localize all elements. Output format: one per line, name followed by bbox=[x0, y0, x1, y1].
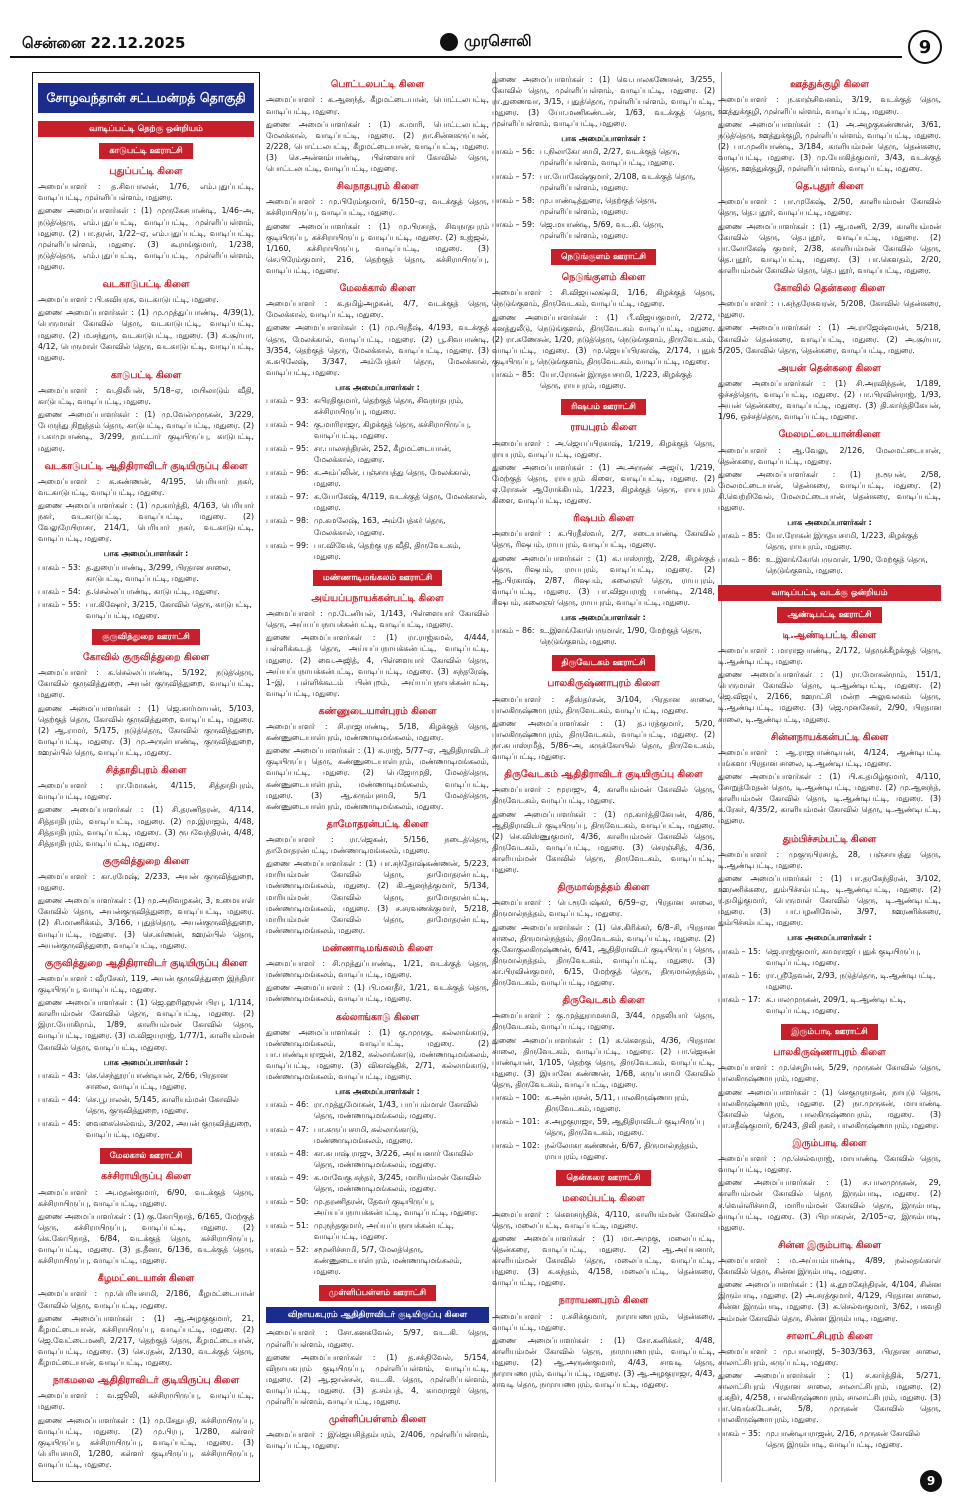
paper-name: முரசொலி bbox=[464, 32, 532, 50]
deputy-organizers-text: துணை அமைப்பாளர் : (1) பி.மகாதீர், 1/21, வடக்குத் தெரு, மண்ணாடிமங்கலம், வாடிப்பட்டி, மதுரை. bbox=[266, 983, 489, 1004]
branch-heading: நாராயணபுரம் கிளை bbox=[558, 1295, 649, 1307]
deputy-organizers-text: துணை அமைப்பாளர்கள் : (1) பா.சந்தோஷ்கண்ணன், 5/223, மாரியம்மன் கோவில் தெரு, தாமோதரன்பட்டி, மண்ணாடிமங்கலம், மதுரை. (2) கி.ஆனந்த்குமார், 5/134, மாரியம்மன் கோவில் தெரு, தாமோதரன்பட்டி, மண்ணாடிமங்கலம், மதுரை. (3) ச.சரவணக்குமார், 5/218, மாரியம்மன் கோவில் தெரு, தாமோதரன்பட்டி, மண்ணாடிமங்கலம், மதுரை. bbox=[266, 859, 489, 935]
branch-heading: தும்பிச்சம்பட்டி கிளை bbox=[782, 833, 877, 845]
organizer-text: அமைப்பாளர் : மு.பிரேம்குமார், 6/150–ஏ, வடக்குத் தெரு, கச்சிராயிருப்பு, வாடிப்பட்டி, மதுரை. bbox=[266, 197, 489, 218]
booth-row: பாகம் – 17 : க.பாலமுருகன், 209/1, டி.ஆண்டிபட்டி, வாடிப்பட்டி, மதுரை. bbox=[718, 994, 906, 1015]
deputy-organizers-text: துணை அமைப்பாளர்கள் : (1) ஆ.அழகுகுமார், 21, கீழமட்டையான், கச்சிராயிருப்பு, வாடிப்பட்டி, மதுரை. (2) ஜெ.வேட்டைமணி, 2/217, தெற்குத் தெரு, கீழமட்டையான், வாடிப்பட்டி, மதுரை. (3) செ.ரதன், 2/130, வடக்குத் தெரு, கீழமட்டையான், வாடிப்பட்டி, மதுரை. bbox=[38, 1313, 254, 1367]
branch-heading: திருமால்நத்தம் கிளை bbox=[557, 881, 650, 893]
deputy-organizers-text: துணை அமைப்பாளர்கள் : (1) மு.கார்த்தி, 4/163, பெரியார் நகர், வடகாடுபட்டி, வாடிப்பட்டி, மதுரை. (2) வேலுரேயிராசா, 214/1, பெரியார் நகர், வடகாடுபட்டி, வாடிப்பட்டி, மதுரை. bbox=[38, 501, 254, 544]
union-band: வாடிப்பட்டி வடக்கு ஒன்றியம் bbox=[718, 585, 941, 601]
booth-row: பாகம் – 46 : ரா.முத்துமோகன், 1/43, பாப்பம்மாள் கோவில் தெரு, மண்ணாடிமங்கலம், மதுரை. bbox=[266, 1100, 479, 1121]
branch-heading: பாலகிருஷ்ணாபுரம் கிளை bbox=[547, 678, 660, 690]
branch-heading: நாகமலை ஆதிதிராவிடர் குடியிருப்பு கிளை bbox=[52, 1374, 240, 1386]
branch-heading: மண்ணாடிமங்கலம் கிளை bbox=[322, 942, 433, 954]
booth-row: பாகம் – 47 : பா.கருப்பசாமி, கல்லாங்காடு, மண்ணாடிமங்கலம், மதுரை. bbox=[266, 1124, 419, 1145]
branch-heading: தாமோதரன்பட்டி கிளை bbox=[326, 818, 429, 830]
booth-row: பாகம் – 45 : வைகைசெல்வம், 3/202, அயன் குருவித்துறை, வாடிப்பட்டி, மதுரை. bbox=[38, 1118, 252, 1139]
branch-heading: வடகாடுபட்டி ஆதிதிராவிடர் குடியிருப்பு கிளை bbox=[44, 460, 248, 472]
booth-table bbox=[718, 1428, 941, 1452]
booth-table bbox=[38, 562, 254, 623]
deputy-organizers-text: துணை அமைப்பாளர்கள் : (1) மு.பிரசாத், சிவநாதபுரம் குடியிருப்பு, கச்சிராயிருப்பு, வாடிப்பட்டி, மதுரை. (2) உஜ்ஜல், 1/160, கச்சிராயிருப்பு, வாடிப்பட்டி, மதுரை. (3) செ.பிரேம்குமார், 216, தெற்குத் தெரு, கச்சிராயிருப்பு, வாடிப்பட்டி, மதுரை. bbox=[266, 221, 489, 275]
booth-row: பாகம் – 85 : யோ.ரோகன் இருதயசாமி, 1/223, கிழக்குத் தெரு, ராயபுரம், மதுரை. bbox=[718, 531, 918, 552]
organizer-text: அமைப்பாளர் : வ.ஜூலி, கச்சிராயிருப்பு, வாடிப்பட்டி, மதுரை. bbox=[38, 1391, 254, 1412]
page-header bbox=[0, 0, 972, 58]
organizer-text: அமைப்பாளர் : ரா.ஜெகன், 5/156, நடைத்தெரு, தாமோதரன்பட்டி, மண்ணாடிமங்கலம், மதுரை. bbox=[266, 835, 489, 856]
column-1 bbox=[32, 72, 260, 1482]
branch-heading: திருவேடகம் கிளை bbox=[562, 994, 645, 1006]
organizer-text: அமைப்பாளர் : சதீஸ்தர்சன், 3/104, பிரதான சாலை, பாலகிருஷ்ணாபுரம், திருவேடகம், வாடிப்பட்டி, மதுரை. bbox=[492, 694, 715, 715]
booth-row: பாகம் – 93 : சுபிரதிகுமார், தெற்குத் தெரு, சிவநாதபுரம், கச்சிராயிருப்பு, மதுரை. bbox=[266, 395, 464, 416]
booth-row: பாகம் – 96 : க.அம்ப்லின், பஞ்சாயத்து தெரு, மேலக்கால், மதுரை. bbox=[266, 468, 471, 489]
branch-heading: அயன் தென்கரை கிளை bbox=[778, 362, 881, 374]
booth-row: பாகம் – 49 : க.மாவேகு சுந்தர், 3/245, மாரியம்மன் கோவில் தெரு, மண்ணாடிமங்கலம், மதுரை. bbox=[266, 1172, 481, 1193]
deputy-organizers-text: துணை அமைப்பாளர்கள் : (1) க.மாரி, பொட்டலபட்டி, மேலக்கால், வாடிப்பட்டி, மதுரை. (2) நா.சின்னகருப்பன், 2/228, பொட்டலபட்டி, கீழமட்டையான், வாடிப்பட்டி, மதுரை. (3) செ.அன்னம்பாண்டி, பிள்ளையார் கோவில் தெரு, பொட்டலபட்டி, வாடிப்பட்டி, மதுரை. bbox=[266, 119, 489, 173]
organizer-text: அமைப்பாளர் : கு.முத்துராமசாமி, 3/44, முதலியார் தெரு, திருவேடகம், வாடிப்பட்டி, மதுரை. bbox=[492, 1011, 715, 1032]
deputy-organizers-text: துணை அமைப்பாளர்கள் : (1) வெ.பாலகணேசன், 3/255, கோவில் தெரு, முள்ளிப்பள்ளம், வாடிப்பட்டி, மதுரை. (2) ரா.துணைவா, 3/15, புதுத்தெரு, முள்ளிப்பள்ளம், வாடிப்பட்டி, மதுரை. (3) யோ.மணிகண்டன், 1/63, வடக்குத் தெரு, முள்ளிப்பள்ளம், வாடிப்பட்டி, மதுரை. bbox=[492, 75, 715, 129]
organizer-text: அமைப்பாளர் : அ.ஜெயப்பிரகாஷ், 1/219, கிழக்குத் தெரு, ராயபுரம், வாடிப்பட்டி, மதுரை. bbox=[492, 438, 715, 459]
panchayat-heading: நெடுங்குளம் ஊராட்சி bbox=[551, 249, 656, 265]
booth-row: பாகம் – 99 : பா.விவேக், தெற்கு ரத வீதி, திருவேடகம், மதுரை. bbox=[266, 540, 461, 561]
booth-row: பாகம் – 97 : க.யோகேஷ், 4/119, வடக்குத் தெரு, மேலக்கால், மதுரை. bbox=[266, 492, 488, 513]
branch-heading: கோவில் குருவித்துறை கிளை bbox=[82, 651, 210, 663]
deputy-organizers-text: துணை அமைப்பாளர்கள் : (1) ஆ.மணி, 2/39, காளியம்மன் கோவில் தெரு, தெ.புதூர், வாடிப்பட்டி, மதுரை. (2) பா.லோகேஷ் குமார், 2/38, காளியம்மன் கோவில் தெரு, தெ.புதூர், வாடிப்பட்டி, மதுரை. (3) பா.கௌதம், 2/20, காளியம்மன் கோவில் தெரு, தெ.புதூர், வாடிப்பட்டி, மதுரை. bbox=[718, 221, 941, 275]
deputy-organizers-text: துணை அமைப்பாளர்கள் : (1) த.பரத்குமார், 5/20, பாலகிருஷ்ணாபுரம், திருவேடகம், வாடிப்பட்டி, மதுரை. (2) நா.சுபாஸ்ரமீத், 5/86–அ, கருக்கோயில் தெரு, திருவேடகம், வாடிப்பட்டி, மதுரை. bbox=[492, 718, 715, 761]
branch-heading: முள்ளிப்பள்ளம் கிளை bbox=[328, 1413, 427, 1425]
branch-heading: காடுபட்டி கிளை bbox=[110, 369, 182, 381]
organizer-text: அமைப்பாளர் : மு.பெரியசாமி, 2/186, கீழமட்டையான் கோவில் தெரு, வாடிப்பட்டி, மதுரை. bbox=[38, 1289, 254, 1310]
deputy-organizers-text: துணை அமைப்பாளர்கள் : (1) மா.அமுகு, மலைப்பட்டி, தென்கரை, வாடிப்பட்டி, மதுரை. (2) ஆ.அய்யனார், காளியம்மன் கோவில் தெரு, மலைப்பட்டி, வாடிப்பட்டி, மதுரை. (3) க.கந்தம், 4/158, மலைப்பட்டி, தென்கரை, வாடிப்பட்டி, மதுரை. bbox=[492, 1233, 715, 1288]
organizer-text: அமைப்பாளர் : முகுருபிரசாத், 28, பஞ்சாயத்து தெரு, டி.ஆண்டிபட்டி, மதுரை. bbox=[718, 850, 941, 871]
deputy-organizers-text: துணை அமைப்பாளர்கள் : (1) சோ.கனிக்கர், 4/48, காளியம்மன் கோவில் தெரு, நாராயணபுரம், வாடிப்பட்டி, மதுரை. (2) ஆ.அருண்குமார், 4/43, சாவடி தெரு, நாராயணபுரம், வாடிப்பட்டி, மதுரை. (3) ஆ.அழகுராஜா, 4/43, சாவடி தெரு, நாராயணபுரம், வாடிப்பட்டி, மதுரை. bbox=[492, 1335, 715, 1390]
booth-row: பாகம் – 101 : ச.அழகுராஜா, 59, ஆதிதிராவிடர் குடியிருப்பு தெரு, திருவேடகம், மதுரை. bbox=[492, 1116, 705, 1138]
deputy-organizers-text: துணை அமைப்பாளர்கள் : (1) முருகேசபாண்டி, 1/46–அ, நடுத்தெரு, எம்.புதுப்பட்டி, வாடிப்பட்டி, முள்ளிப்பள்ளம், மதுரை. (2) பா.தரன், 1/22–ஏ, எம்.புதுப்பட்டி, வாடிப்பட்டி, முள்ளிப்பள்ளம், மதுரை. (3) கூராங்குமார், 1/238, நடுத்தெரு, எம்.புதுப்பட்டி, வாடிப்பட்டி, முள்ளிப்பள்ளம், மதுரை. bbox=[38, 206, 254, 271]
deputy-organizers-text: துணை அமைப்பாளர்கள் : (1) பீ.விஜயகுமார், 2/272, கனத்துலீடு, நெடுங்குளம், திருவேடகம் வாடிப்பட்டி, மதுரை. (2) ரா.கணேசன், 1/20, நடுத்தெரு, நெடுங்குளம், திருவேடகம், வாடிப்பட்டி, மதுரை. (3) மு.ஜெயப்பிரகாஷ், 2/174, புதுக் குடியிருப்பு, நெடுங்குளம், திருவேடகம், வாடிப்பட்டி, மதுரை. bbox=[492, 312, 715, 366]
booth-row: பாகம் – 100 : க.அன்பரசன், 5/11, பாலகிருஷ்ணாபுரம், திருவேடகம், மதுரை. bbox=[492, 1092, 689, 1113]
organizer-text: அமைப்பாளர் : க.கண்ணன், 4/195, பெரியார் நகர், வடகாடுபட்டி, வாடிப்பட்டி, மதுரை. bbox=[38, 477, 254, 498]
organizer-text: அமைப்பாளர் : பெ.ரூபேஷ்கர், 6/59–ஏ, பிரதான சாலை, திருமால்நத்தம், வாடிப்பட்டி, மதுரை. bbox=[492, 898, 715, 919]
branch-heading: மேலக்கால் கிளை bbox=[339, 282, 416, 294]
deputy-organizers-text: துணை அமைப்பாளர்கள் : (1) க.பாஸ்ராஜ், 2/28, கிழக்குத் தெரு, ரிஷபம், ராயபுரம், வாடிப்பட்டி, மதுரை. (2) ஆ.பிரகாஷ், 2/87, ரிஷபம், கலைஞர் தெரு, ராயபுரம், வாடிப்பட்டி, மதுரை. (3) பா.விஜயராஜ் பாண்டி, 2/148, ரிஷபம், கலைஞர் தெரு, ராயபுரம், வாடிப்பட்டி, மதுரை. bbox=[492, 553, 715, 607]
union-band: வாடிப்பட்டி தெற்கு ஒன்றியம் bbox=[38, 121, 254, 137]
booth-row: பாகம் – 51 : மு.நந்தகுமார், அய்யப்பநாயக்கன்பட்டி, வாடிப்பட்டி, மதுரை. bbox=[266, 1221, 455, 1242]
organizer-text: அமைப்பாளர் : ஆ.வேலு, 2/126, மேலமட்டையான், தென்கரை, வாடிப்பட்டி, மதுரை. bbox=[718, 445, 941, 466]
header-date: சென்னை 22.12.2025 bbox=[22, 34, 186, 52]
organizer-text: அமைப்பாளர் : கா.ரமேஷ், 2/233, அயன் குருவித்துறை, மதுரை. bbox=[38, 872, 254, 893]
booth-table bbox=[38, 1070, 254, 1142]
deputy-organizers-text: துணை அமைப்பாளர்கள் : (1) க.ராஜ், 5/77–ஏ, ஆதிதிராவிடர் குடியிருப்பு தெரு, கண்ணுடையாள்புரம், மண்ணாடிமங்கலம், வாடிப்பட்டி, மதுரை. (2) பெஜோமுதி, மேலத்தெரு, கண்ணுடையாள்புரம், மண்ணாடிமங்கலம், வாடிப்பட்டி, மதுரை. (3) ஆ.சுரும்புசாமி, 5/1 மேலத்தெரு, கண்ணுடையாள்புரம், மண்ணாடிமங்கலம், மதுரை. bbox=[266, 746, 489, 811]
branch-heading: இரும்பாடி கிளை bbox=[792, 1137, 867, 1149]
branch-heading: கச்சிராயிருப்பு கிளை bbox=[101, 1171, 191, 1183]
booth-row: பாகம் – 16 : ரா.ஸ்ரீதேவன், 2/93, நடுத்தெரு, டி.ஆண்டிபட்டி, மதுரை. bbox=[718, 970, 936, 991]
deputy-organizers-text: துணை அமைப்பாளர்கள் : (1) மு.முத்துப்பாண்டி, 4/39(1), பெருமாள் கோவில் தெரு, வடகாடுபட்டி, வாடிப்பட்டி, மதுரை. (2) ம.சந்துரு, வடகாடுபட்டி, மதுரை. (3) க.சூர்யா, 4/12, பெருமாள் கோவில் தெரு, வடகாடுபட்டி, வாடிப்பட்டி, மதுரை. bbox=[38, 308, 254, 362]
panchayat-heading: காடுபட்டி ஊராட்சி bbox=[99, 143, 192, 159]
organizer-text: அமைப்பாளர் : சோ.கனகவேல், 5/97, வட.கி. தெரு, முள்ளிப்பள்ளம், மதுரை. bbox=[266, 1328, 489, 1349]
branch-heading: சித்தாதிபுரம் கிளை bbox=[105, 764, 187, 776]
booth-table bbox=[718, 946, 941, 1018]
branch-heading: சின்ன இரும்பாடி கிளை bbox=[777, 1239, 882, 1251]
organizer-text: அமைப்பாளர் : மு.செல்வராஜ், மாயாண்டி கோவில் தெரு, வாடிப்பட்டி, மதுரை. bbox=[718, 1154, 941, 1175]
booth-table bbox=[492, 146, 715, 243]
booth-row: பாகம் – 56 : ப.நிலாகோ சாமி, 2/27, வடக்குத் தெரு, முள்ளிப்பள்ளம், வாடிப்பட்டி, மதுரை. bbox=[492, 147, 680, 168]
booth-heading: பாக அமைப்பாளர்கள் : bbox=[335, 382, 420, 392]
booth-heading: பாக அமைப்பாளர்கள் : bbox=[561, 612, 646, 622]
booth-row: பாகம் – 95 : சா.பாலசந்திரன், 252, கீழமட்டையான், மேலக்கால், மதுரை. bbox=[266, 444, 452, 465]
booth-row: பாகம் – 53 : த.துரைப்பாண்டி, 3/299, பிரதான சாலை, காடுபட்டி, வாடிப்பட்டி, மதுரை. bbox=[38, 562, 231, 583]
branch-heading: குருவித்துறை ஆதிதிராவிடர் குடியிருப்பு கிளை bbox=[44, 957, 248, 969]
booth-row: பாகம் – 50 : மு.தரணிதரன், தேவர் குடியிருப்பு, அய்யப்பநாயக்கன்பட்டி, வாடிப்பட்டி, மதுரை. bbox=[266, 1196, 478, 1217]
page-number: 9 bbox=[908, 30, 942, 64]
deputy-organizers-text: துணை அமைப்பாளர்கள் : (1) சி.அரவிந்தன், 1/189, ஒச்சத்தெரு, வாடிப்பட்டி, மதுரை. (2) பா.பிரவின்ராஜ், 1/93, அயன் தென்கரை, வாடிப்பட்டி, மதுரை. (3) தி.கார்த்திகேயன், 1/96, ஒச்சத்தெரு, வாடிப்பட்டி, மதுரை. bbox=[718, 379, 941, 422]
branch-heading: ரிஷபம் கிளை bbox=[573, 512, 634, 524]
booth-row: பாகம் – 85 : யோ.ரோகன் இருதயசாமி, 1/223, கிழக்குத் தெரு, ராயபுரம், மதுரை. bbox=[492, 369, 692, 390]
branch-heading: கீழமட்டையான் கிளை bbox=[97, 1272, 195, 1284]
booth-row: பாகம் – 43 : செ.செந்தூரப்பாண்டியன், 2/66, பிரதான சாலை, வாடிப்பட்டி, மதுரை. bbox=[38, 1070, 228, 1091]
branch-heading: மேலமட்டையான்கிளை bbox=[778, 429, 881, 441]
organizer-text: அமைப்பாளர் : க.பிரதீஸ்வர், 2/7, சடையாண்டி கோவில் தெரு, ரிஷபம், ராயபுரம், வாடிப்பட்டி, மதுரை. bbox=[492, 529, 715, 550]
deputy-organizers-text: துணை அமைப்பாளர்கள் : (1) த.சக்திவேல், 5/154, விநாயகபுரம் குடியிருப்பு, முள்ளிப்பள்ளம், வாடிப்பட்டி, மதுரை. (2) ஆ.ஜான்சன், வட.கி. தெரு, முள்ளிப்பள்ளம், வாடிப்பட்டி, மதுரை. (3) த.சம்பத், 4, காமராஜர் தெரு, முள்ளிப்பள்ளம், வாடிப்பட்டி, மதுரை. bbox=[266, 1352, 489, 1406]
organizer-text: அமைப்பாளர் : ந.காஞ்சிவனம், 3/19, வடக்குத் தெரு, ஊத்துக்குழி, முள்ளிப்பள்ளம், வாடிப்பட்டி, மதுரை. bbox=[718, 95, 941, 116]
branch-heading: தெ.புதூர் கிளை bbox=[795, 180, 864, 192]
branch-heading: சாலாட்சிபுரம் கிளை bbox=[786, 1330, 873, 1342]
deputy-organizers-text: துணை அமைப்பாளர்கள் : (1) ச.பாலமுருகன், 29, காளியம்மன் கோவில் தெரு இரும்பாடி, மதுரை. (2) ச.வெள்ளிச்சாமி, மாரியம்மன் கோவில் தெரு, இரும்பாடி, வாடிப்பட்டி, மதுரை. (3) பிரபாகரன், 2/105–ஏ, இரும்பாடி, மதுரை. bbox=[718, 1178, 941, 1232]
booth-row: பாகம் – 59 : ஜெ.மயாண்டி, 5/69, வட.கி. தெரு, முள்ளிப்பள்ளம், மதுரை. bbox=[492, 219, 664, 240]
branch-heading: டி.ஆண்டிபட்டி கிளை bbox=[782, 629, 877, 641]
deputy-organizers-text: துணை அமைப்பாளர்கள் : (1) மு.சேதுபதி, கச்சிராயிருப்பு, வாடிப்பட்டி, மதுரை. (2) மு.பிரபு, 1/280, கள்ளர் குடியிருப்பு, கச்சிராயிருப்பு, வாடிப்பட்டி, மதுரை. (3) பெரியசாமி, 1/280, கள்ளர் குடியிருப்பு, கச்சிராயிருப்பு, வாடிப்பட்டி, மதுரை. bbox=[38, 1415, 254, 1469]
booth-row: பாகம் – 86 : உ.இளங்கோபெருமாள், 1/90, மேற்குத் தெரு, நெடுங்குளம், மதுரை. bbox=[492, 625, 702, 646]
branch-heading: பொட்டலபட்டி கிளை bbox=[330, 79, 425, 90]
organizer-text: அமைப்பாளர் : சி.ராஜபாண்டி, 5/18, கிழக்குத் தெரு, கண்ணுடையாள்புரம், மண்ணாடிமங்கலம், மதுரை. bbox=[266, 722, 489, 743]
booth-row: பாகம் – 86 : உ.இளங்கோபெருமாள், 1/90, மேற்குத் தெரு, நெடுங்குளம், மதுரை. bbox=[718, 555, 928, 576]
column-3 bbox=[492, 72, 722, 1482]
deputy-organizers-text: துணை அமைப்பாளர்கள் : (1) செகுருநாதன், நாயுடு தெரு, பாலகிருஷ்ணாபுரம், மதுரை. (2) நா.முருகன், மாயாண்டி கோவில் தெரு, பாலகிருஷ்ணாபுரம், மதுரை. (3) பா.சதீஷ்குமார், 6/243, திலி நகர், பாலகிருஷ்ணாபுரம், மதுரை. bbox=[718, 1087, 941, 1130]
deputy-organizers-text: துணை அமைப்பாளர்கள் : (1) ஜெ.கார்மாயன், 5/103, தெற்குத் தெரு, கோவில் குருவித்துறை, வாடிப்பட்டி, மதுரை. (2) ஆ.ராமர், 5/175, நடுத்தெரு, கோவில் குருவித்துறை, வாடிப்பட்டி, மதுரை. (3) மு.அருள்பாண்டி, குருவித்துறை, ஊரல்பில் தெரு, வாடிப்பட்டி, மதுரை. bbox=[38, 703, 254, 757]
organizer-text: அமைப்பாளர் : ம.அய்யம்பாண்டி, 4/89, நல்லதங்காள் கோவில் தெரு, சின்ன இரும்பாடி, மதுரை. bbox=[718, 1256, 941, 1277]
panchayat-heading: குருவித்துறை ஊராட்சி bbox=[92, 629, 200, 645]
header-rule bbox=[10, 56, 902, 58]
booth-table bbox=[266, 395, 489, 564]
deputy-organizers-text: துணை அமைப்பாளர்கள் : (1) க.கௌதம், 4/36, பிரதான சாலை, திருவேடகம், வாடிப்பட்டி, மதுரை. (2) பா.ஜெகன் பாண்டியன், 1/105, தெற்கு தெரு, திருவேடகம், வாடிப்பட்டி, மதுரை. (3) இயானே கண்ணன், 1/68, கருப்பசாமி கோவில் தெரு, திருவேடகம், வாடிப்பட்டி, மதுரை. bbox=[492, 1035, 715, 1089]
deputy-organizers-text: துணை அமைப்பாளர்கள் : (1) ச.கார்த்திக், 5/271, சாலாட்சிபுரம் பிரதான சாலை, சாலாட்சிபுரம், மதுரை. (2) ர.கதிர், 4/258, பாலகிருஷ்ணாபுரம், சாலாட்சிபுரம், மதுரை. (3) பா.வெங்கடேசன், 5/8, முருகன் கோவில் தெரு, பாலகிருஷ்ணாபுரம், மதுரை. bbox=[718, 1371, 941, 1425]
organizer-text: அமைப்பாளர் : மு.செழியன், 5/29, முருகன் கோவில் தெரு, பாலகிருஷ்ணாபுரம், மதுரை. bbox=[718, 1063, 941, 1084]
panchayat-heading: தென்கரை ஊராட்சி bbox=[556, 1170, 650, 1186]
branch-heading: திருவேடகம் ஆதிதிராவிடர் குடியிருப்பு கிளை bbox=[504, 768, 703, 780]
deputy-organizers-text: துணை அமைப்பாளர்கள் : (1) ரா.மோகன்ராம், 151/1, பெருமாள் கோவில் தெரு, டி.ஆண்டிபட்டி, மதுரை. (2) ஜெ.விஜய், 2/166, ஊராட்சி மன்ற அலுவலகம் தெரு, டி.ஆண்டிபட்டி, மதுரை. (3) ஜெ.முனசேகர், 2/90, பிரதான சாலை, டி.ஆண்டிபட்டி, மதுரை. bbox=[718, 670, 941, 724]
branch-band: விநாயகபுரம் ஆதிதிராவிடர் குடியிருப்பு கிளை bbox=[266, 1307, 489, 1323]
deputy-organizers-text: துணை அமைப்பாளர்கள் : (1) பா.தரகேந்திரன், 3/102, ஊரணிக்கரை, தும்பிச்சம்பட்டி, டி.ஆண்டிபட்டி, மதுரை. (2) ர.தமிழ்குமார், பெருமாள் கோவில் தெரு, டி.ஆண்டிபட்டி, மதுரை. (3) பா.பழனிவேல், 3/97, ஊரணிக்கரை, தும்பிச்சம்பட்டி, மதுரை. bbox=[718, 874, 941, 928]
branch-heading: ஊத்துக்குழி கிளை bbox=[790, 79, 869, 90]
branch-heading: பாலகிருஷ்ணாபுரம் கிளை bbox=[773, 1046, 886, 1058]
organizer-text: அமைப்பாளர் : மூராஜு, 4, காளியம்மன் கோவில் தெரு, திருவேடகம், வாடிப்பட்டி, மதுரை. bbox=[492, 785, 715, 806]
booth-heading: பாக அமைப்பாளர்கள் : bbox=[103, 1057, 189, 1067]
constituency-title: சோழவந்தான் சட்டமன்றத் தொகுதி bbox=[38, 83, 254, 113]
booth-table bbox=[492, 369, 715, 393]
deputy-organizers-text: துணை அமைப்பாளர்கள் : (1) அ.அருண் அஜய், 1/219, மேற்குத் தெரு, ராயபுரம் கிளை, வாடிப்பட்டி, மதுரை. (2) ஏ.ரோகன் ஆரோக்கியம், 1/223, கிழக்குத் தெரு, ராயபுரம் கிளை, வாடிப்பட்டி, மதுரை. bbox=[492, 462, 715, 505]
booth-row: பாகம் – 58 : மு.பாண்டித்துரை, தெற்குத் தெரு, முள்ளிப்பள்ளம், மதுரை. bbox=[492, 195, 658, 216]
booth-row: பாகம் – 15 : ஜெ.ராஜ்குமார், காமராஜர் புதுக் குடியிருப்பு, வாடிப்பட்டி, மதுரை. bbox=[718, 946, 921, 967]
panchayat-heading: இரும்பாடி ஊராட்சி bbox=[781, 1024, 877, 1040]
branch-heading: வடகாடுபட்டி கிளை bbox=[102, 278, 190, 290]
branch-heading: நெடுங்குளம் கிளை bbox=[561, 271, 646, 283]
booth-row: பாகம் – 35 : மு.பாண்டியராஜன், 2/16, முருகன் கோவில் தெரு இரும்பாடி, வாடிப்பட்டி, மதுரை. bbox=[718, 1428, 921, 1449]
deputy-organizers-text: துணை அமைப்பாளர்கள் : (1) பி.க.தமிழ்குமார், 4/110, சோறுத்மேதன் தெரு, டி.ஆண்டிபட்டி, மதுரை. (2) மு.ஆனந்த், காளியம்மன் கோவில் தெரு, டி.ஆண்டிபட்டி, மதுரை. (3) க.ரேகர், 4/35/2, காளியம்மன் கோவில் தெரு, டி.ஆண்டிபட்டி, மதுரை. bbox=[718, 772, 941, 826]
branch-heading: கண்ணுடையாள்புரம் கிளை bbox=[318, 705, 437, 717]
branch-heading: கோவில் தென்கரை கிளை bbox=[773, 282, 886, 294]
deputy-organizers-text: துணை அமைப்பாளர்கள் : (1) அ.அழகுகண்ணன், 3/61, நடுத்தெரு, ஊத்துக்குழி, முள்ளிப்பள்ளம், வாடிப்பட்டி, மதுரை. (2) பா.முனியாண்டி, 3/184, காளியம்மன் தெரு, தென்கரை, வாடிப்பட்டி, மதுரை. (3) மு.யோகித்குமார், 3/43, வடக்குத் தெரு, ஊத்துக்குழி, முள்ளிப்பள்ளம், வாடிப்பட்டி, மதுரை. bbox=[718, 119, 941, 173]
organizer-text: அமைப்பாளர் : க.செல்லப்பாண்டி, 5/192, நடுத்தெரு, கோவில் குருவித்துறை, அயன் குருவித்துறை, வாடிப்பட்டி, மதுரை. bbox=[38, 668, 254, 700]
booth-row: பாகம் – 44 : செ.பூபாலன், 5/145, காளியம்மன் கோவில் தெரு, குருவித்துறை, மதுரை. bbox=[38, 1094, 239, 1115]
deputy-organizers-text: துணை அமைப்பாளர்கள் : (1) க.தூமகேந்திரன், 4/104, சின்ன இரும்பாடி, மதுரை. (2) அ.சரத்குமார், 4/129, பிரதான சாலை, சின்ன இரும்பாடி, மதுரை. (3) க.செல்வகுமார், 3/62, பகவதி அம்மன் கோவில் தெரு, சின்ன இரும்பாடி, மதுரை. bbox=[718, 1280, 941, 1323]
booth-row: பாகம் – 48 : கா.சுபாஷ் ராஜு, 3/226, அய்யனார் கோவில் தெரு, மண்ணாடிமங்கலம், மதுரை. bbox=[266, 1148, 473, 1169]
panchayat-heading: மேலகால் ஊராட்சி bbox=[100, 1148, 193, 1164]
booth-table bbox=[492, 625, 715, 649]
organizer-text: அமைப்பாளர் : த.சிவபாலன், 1/76, எம்.புதுப்பட்டி, வாடிப்பட்டி, முள்ளிப்பள்ளம், மதுரை. bbox=[38, 182, 254, 203]
column-4 bbox=[718, 72, 941, 1482]
deputy-organizers-text: துணை அமைப்பாளர்கள் : (1) அ.ராஜேஷ்வரன், 5/218, கோவில் தென்கரை, வாடிப்பட்டி, மதுரை. (2) அ.சூர்யா, 5/205, கோவில் தெரு, தென்கரை, வாடிப்பட்டி, மதுரை. bbox=[718, 323, 941, 355]
booth-heading: பாக அமைப்பாளர்கள் : bbox=[787, 518, 872, 528]
deputy-organizers-text: துணை அமைப்பாளர்கள் : (1) கு.கோபிநாத், 6/165, மேற்குத் தெரு, கச்சிராயிருப்பு, வாடிப்பட்டி, மதுரை. (2) கெ.கோபிநாத், 6/84, வடக்குத் தெரு, கச்சிராயிருப்பு, வாடிப்பட்டி, மதுரை. (3) த.தீனா, 6/136, வடக்குத் தெரு, கச்சிராயிருப்பு, வாடிப்பட்டி, மதுரை. bbox=[38, 1211, 254, 1265]
organizer-text: அமைப்பாளர் : வ.திலீபன், 5/18–ஏ, மயிலாடும் வீதி, காடுபட்டி, வாடிப்பட்டி, மதுரை. bbox=[38, 386, 254, 407]
footer-page-number: 9 bbox=[920, 1470, 942, 1492]
branch-heading: ராயபுரம் கிளை bbox=[570, 422, 637, 434]
organizer-text: அமைப்பாளர் : மு.பாலாஜி, 5–303/363, பிரதான சாலை, சாலாட்சிபுரம், கருப்பட்டி, மதுரை. bbox=[718, 1347, 941, 1368]
deputy-organizers-text: துணை அமைப்பாளர்கள் : (1) மு.வேல்முருகன், 3/229, பேருந்து நிறுத்தம் தெரு, காடுபட்டி, வாடிப்பட்டி, மதுரை. (2) ப.காமுபாண்டி, 3/299, நாட்டார் குடியிருப்பு, காடுபட்டி, மதுரை. bbox=[38, 410, 254, 453]
organizer-text: அமைப்பாளர் : சி.விஜயலக்ஷ்மி, 1/16, கிழக்குத் தெரு, நெடுங்குளம், திருவேடகம், வாடிப்பட்டி, மதுரை. bbox=[492, 288, 715, 309]
masthead bbox=[440, 32, 532, 52]
organizer-text: அமைப்பாளர் : மாராஜபாண்டி, 2/172, தெருக்கீழக்குத் தெரு, டி.ஆண்டிபட்டி, மதுரை. bbox=[718, 646, 941, 667]
organizer-text: அமைப்பாளர் : ப.சுந்தரேசுவரன், 5/208, கோவில் தென்கரை, மதுரை. bbox=[718, 299, 941, 320]
branch-heading: அய்யப்பநாயக்கன்பட்டி கிளை bbox=[311, 592, 444, 604]
deputy-organizers-text: துணை அமைப்பாளர்கள் : (1) சி.தரணிதரன், 4/114, சித்தாதிபுரம், வாடிப்பட்டி, மதுரை. (2) மு.இராஜம், 4/48, சித்தாதிபுரம், வாடிப்பட்டி, மதுரை. (3) ரூபவேந்திரன், 4/48, சித்தாதிபுரம், வாடிப்பட்டி, மதுரை. bbox=[38, 805, 254, 848]
deputy-organizers-text: துணை அமைப்பாளர்கள் : (1) செ.கிரிக்கர், 6/8–சி, பிரதான சாலை, திருமால்நத்தம், திருவேடகம், வாடிப்பட்டி, மதுரை. (2) கு.கோகுலகிருஷ்ணன், 6/41, ஆதிதிராவிடர் குடியிருப்பு தெரு, திருமால்நத்தம், திருவேடகம், வாடிப்பட்டி, மதுரை. (3) கா.பிரவின்குமார், 6/15, மேற்குத் தெரு, திருமால்நத்தம், திருவேடகம், வாடிப்பட்டி, மதுரை. bbox=[492, 922, 715, 987]
organizer-text: அமைப்பாளர் : க.தமிழ்அழகன், 4/7, வடக்குத் தெரு, மேலக்கால், வாடிப்பட்டி, மதுரை. bbox=[266, 299, 489, 320]
organizer-text: அமைப்பாளர் : பி.கவியரசு, வடகாடுபட்டி, மதுரை. bbox=[38, 295, 219, 305]
deputy-organizers-text: துணை அமைப்பாளர்கள் : (1) மு.கார்த்திகேயன், 4/86, ஆதிதிராவிடர் குடியிருப்பு, திருவேடகம், வாடிப்பட்டி, மதுரை. (2) செ.விஸ்ணுகுமார், 4/36, காளியம்மன் கோவில் தெரு, திருவேடகம், வாடிப்பட்டி, மதுரை. (3) செரஞ்சித், 4/36, காளியம்மன் கோவில் தெரு, திருவேடகம், வாடிப்பட்டி, மதுரை. bbox=[492, 809, 715, 874]
booth-row: பாகம் – 102 : நல்லோகா கண்ணன், 6/67, திருமால்நத்தம், ராயபுரம், மதுரை. bbox=[492, 1141, 699, 1162]
organizer-text: அமைப்பாளர் : ஆ.ராஜபாண்டியன், 4/124, ஆண்டிபட்டி பங்களா பிரதான சாலை, டி.ஆண்டிபட்டி, மதுரை. bbox=[718, 748, 941, 769]
panchayat-heading: ஆண்டிபட்டி ஊராட்சி bbox=[777, 607, 881, 623]
booth-row: பாகம் – 52 : சமூனிச்சாமி, 5/7, மேலத்தெரு, கண்ணுடையாள்புரம், மண்ணாடிமங்கலம், மதுரை. bbox=[266, 1245, 462, 1277]
organizer-text: அமைப்பாளர் : வீரசேகர், 119, அயன் குருவித்துறை இந்திரா குடியிருப்பு, வாடிப்பட்டி, மதுரை. bbox=[38, 974, 254, 995]
booth-table bbox=[718, 530, 941, 578]
booth-heading: பாக அமைப்பாளர்கள் : bbox=[335, 1087, 420, 1097]
deputy-organizers-text: துணை அமைப்பாளர்கள் : (1) மு.பிரதீஷ், 4/193, வடக்குத் தெரு, மேலக்கால், வாடிப்பட்டி, மதுரை. (2) பூ.சிவபாண்டி, 3/354, தெற்குத் தெரு, மேலக்கால், வாடிப்பட்டி, மதுரை. (3) க.சுபிலேஷ், 3/347, அம்பேத்கர் தெரு, மேலக்கால், வாடிப்பட்டி, மதுரை. bbox=[266, 323, 489, 377]
booth-table bbox=[492, 1092, 715, 1164]
booth-heading: பாக அமைப்பாளர்கள் : bbox=[787, 933, 872, 943]
deputy-organizers-text: துணை அமைப்பாளர்கள் : (1) மு.அறிவழகன், 3, உமையாள் கோவில் தெரு, அயன்குருவித்துறை, வாடிப்பட்டி, மதுரை. (2) சி.மாணிக்கம், 3/166, புதுத்தெரு, அயன்குருவித்துறை, வாடிப்பட்டி, மதுரை. (3) செ.கர்ணன், ஊரல்பில் தெரு, அயன்குருவித்துறை, வாடிப்பட்டி, மதுரை. bbox=[38, 896, 254, 950]
sun-logo-icon bbox=[440, 33, 458, 51]
column-2 bbox=[266, 72, 496, 1482]
deputy-organizers-text: துணை அமைப்பாளர்கள் : (1) கு.முருகு, கல்லாங்காடு, மண்ணாடிமங்கலம், வாடிப்பட்டி, மதுரை. (2) பா.பாண்டியராஜன், 2/182, கல்லாங்காடு, மண்ணாடிமங்கலம், வாடிப்பட்டி, மதுரை. (3) விகாஷ்திக், 2/71, கல்லாங்காடு, மண்ணாடிமங்கலம், வாடிப்பட்டி, மதுரை. bbox=[266, 1028, 489, 1082]
deputy-organizers-text: துணை அமைப்பாளர்கள் : (1) ரா.ராஜ்கமல், 4/444, பள்ளிக்கூடத் தெரு, அய்யப்பநாயக்கன்பட்டி, வாடிப்பட்டி, மதுரை. (2) வை.அஜித், 4, பிள்ளையார் கோவில் தெரு, அய்யப்பநாயக்கன்பட்டி, வாடிப்பட்டி, மதுரை. (3) சுந்தரேஷ், 1–இ, பள்ளிக்கூடம் பின்புறம், அய்யப்பநாயக்கன்பட்டி, வாடிப்பட்டி, மதுரை. bbox=[266, 633, 489, 698]
branch-heading: சின்னநாயக்கன்பட்டி கிளை bbox=[770, 731, 889, 743]
booth-row: பாகம் – 57 : பா.யோகேஷ்குமார், 2/108, வடக்குத் தெரு, முள்ளிப்பள்ளம், மதுரை. bbox=[492, 171, 696, 192]
panchayat-heading: ரிஷபம் ஊராட்சி bbox=[561, 399, 646, 415]
branch-heading: மலைப்பட்டி கிளை bbox=[562, 1193, 645, 1205]
organizer-text: அமைப்பாளர் : க.ஆனந்த், கீழமட்டையான், பொட்டலபட்டி, வாடிப்பட்டி, மதுரை. bbox=[266, 95, 489, 116]
booth-table bbox=[266, 1099, 489, 1279]
booth-row: பாகம் – 94 : கு.மாரிராஜா, கிழக்குத் தெரு, கச்சிராயிருப்பு, வாடிப்பட்டி, மதுரை. bbox=[266, 419, 472, 441]
booth-heading: பாக அமைப்பாளர்கள் : bbox=[561, 134, 646, 144]
organizer-text: அமைப்பாளர் : பா.முகேஷ், 2/50, காளியம்மன் கோவில் தெரு, தெ.புதூர், வாடிப்பட்டி, மதுரை. bbox=[718, 197, 941, 218]
organizer-text: அமைப்பாளர் : இஜெயசித்தம்பரம், 2/406, முள்ளிப்பள்ளம், வாடிப்பட்டி, மதுரை. bbox=[266, 1430, 489, 1451]
organizer-text: அமைப்பாளர் : ரா.மோகன், 4/115, சித்தாதிபுரம், வாடிப்பட்டி, மதுரை. bbox=[38, 781, 254, 802]
organizer-text: அமைப்பாளர் : கௌசாந்திக், 4/110, காளியம்மன் கோவில் தெரு, மலைப்பட்டி, வாடிப்பட்டி, மதுரை. bbox=[492, 1209, 715, 1230]
branch-heading: புதுப்பட்டி கிளை bbox=[109, 165, 183, 177]
deputy-organizers-text: துணை அமைப்பாளர்கள் : (1) ஜெ.ஹரிஹரன் பிரபு, 1/114, காளியம்மன் கோவில் தெரு, வாடிப்பட்டி, மதுரை. (2) இரா.யோகிராம், 1/89, காளியம்மன் கோவில் தெரு, வாடிப்பட்டி, மதுரை. (3) ம.விஜயராஜ், 1/77/1, காளியம்மன் கோவில் தெரு, வாடிப்பட்டி, மதுரை. bbox=[38, 998, 254, 1052]
branch-heading: கல்லாங்காடு கிளை bbox=[335, 1011, 420, 1023]
organizer-text: அமைப்பாளர் : மு.டேனியல், 1/143, பிள்ளையார் கோவில் தெரு, அய்யப்பநாயக்கன்பட்டி, வாடிப்பட்டி, மதுரை. bbox=[266, 609, 489, 630]
organizer-text: அமைப்பாளர் : ர.சசிக்குமார், நாராயணபுரம், தென்கரை, வாடிப்பட்டி, மதுரை. bbox=[492, 1311, 715, 1332]
booth-row: பாகம் – 54 : த.செல்லப்பாண்டி, காடுபட்டி, மதுரை. bbox=[38, 586, 220, 596]
deputy-organizers-text: துணை அமைப்பாளர்கள் : (1) ந.ரூபன், 2/58, மேலமட்டையான், தென்கரை, வாடிப்பட்டி, மதுரை. (2) சி.வெற்றிவேல், மேலமட்டையான், தென்கரை, வாடிப்பட்டி, மதுரை. bbox=[718, 469, 941, 513]
panchayat-heading: முள்ளிப்பள்ளம் ஊராட்சி bbox=[319, 1285, 436, 1301]
panchayat-heading: மண்ணாடிமங்கலம் ஊராட்சி bbox=[313, 570, 442, 586]
booth-heading: பாக அமைப்பாளர்கள் : bbox=[103, 549, 189, 559]
panchayat-heading: திருவேடகம் ஊராட்சி bbox=[552, 655, 656, 671]
branch-heading: குருவித்துறை கிளை bbox=[102, 855, 190, 867]
branch-heading: சிவநாதபுரம் கிளை bbox=[336, 180, 419, 192]
organizer-text: அமைப்பாளர் : சி.முத்துப்பாண்டி, 1/21, வடக்குத் தெரு, மண்ணாடிமங்கலம், வாடிப்பட்டி, மதுரை. bbox=[266, 959, 489, 980]
booth-row: பாகம் – 55 : பா.கிஷோர், 3/215, கோவில் தெரு, காடுபட்டி, வாடிப்பட்டி, மதுரை. bbox=[38, 599, 252, 620]
booth-row: பாகம் – 98 : மு.கமலேஷ், 163, அம்பேத்கர் தெரு, மேலக்கால், மதுரை. bbox=[266, 516, 446, 537]
organizer-text: அமைப்பாளர் : அ.மதன்குமார், 6/90, வடக்குத் தெரு, கச்சிராயிருப்பு, வாடிப்பட்டி, மதுரை. bbox=[38, 1187, 254, 1208]
